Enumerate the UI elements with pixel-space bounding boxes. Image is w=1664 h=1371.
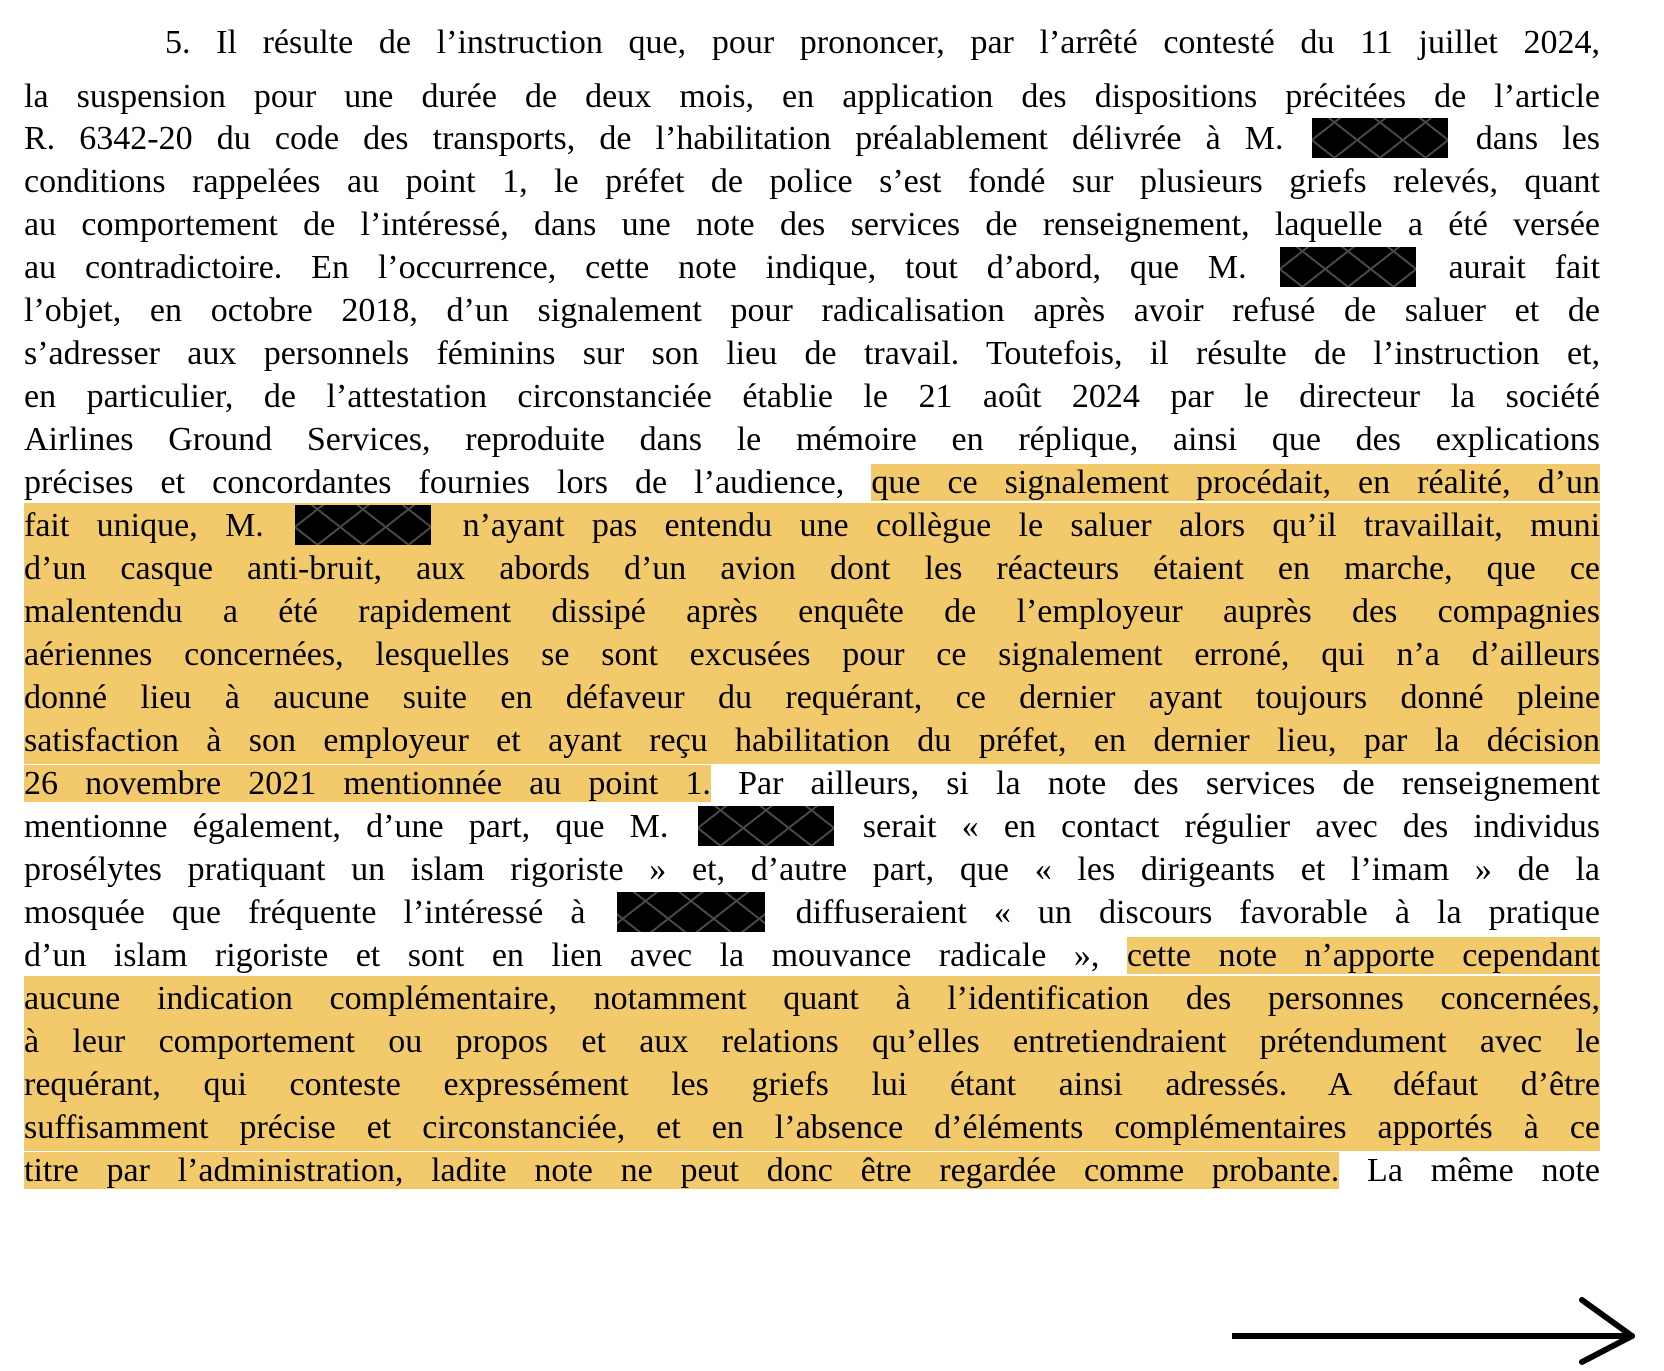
text-segment: d’un casque anti-bruit, aux abords d’un avion dont les réacteurs étaient en marche, que ce [24,550,1600,587]
text-segment: en particulier, de l’attestation circonstanciée établie le 21 août 2024 par le directeur la société [24,378,1600,415]
paragraph-line [165,20,1600,66]
text-segment: Airlines Ground Services, reproduite dans le mémoire en réplique, ainsi que des explications [24,421,1600,458]
paragraph-line [24,761,1600,807]
text-segment: diffuseraient « un discours favorable à la pratique [795,894,1601,931]
text-segment: Par ailleurs, si la note des services de renseignement [738,765,1601,802]
text-segment: serait « en contact régulier avec des individus [862,808,1601,845]
text-segment: conditions rappelées au point 1, le préfet de police s’est fondé sur plusieurs griefs relevés, quant [24,163,1600,200]
paragraph-line-highlighted [24,546,1600,592]
text-segment: d’un islam rigoriste et sont en lien avec la mouvance radicale », [24,937,1100,974]
paragraph-line [24,202,1600,248]
text-segment: précises et concordantes fournies lors de l’audience, [24,464,845,501]
text-segment: aucune indication complémentaire, notamment quant à l’identification des personnes concernées, [24,980,1600,1017]
paragraph-line-highlighted [24,632,1600,678]
redaction-box [1280,247,1416,287]
text-segment: satisfaction à son employeur et ayant reçu habilitation du préfet, en dernier lieu, par la décision [24,722,1600,759]
text-segment: à leur comportement ou propos et aux relations qu’elles entretiendraient prétendument avec le [24,1023,1600,1060]
text-segment: s’adresser aux personnels féminins sur son lieu de travail. Toutefois, il résulte de l’instruction et, [24,335,1600,372]
text-segment: R. 6342-20 du code des transports, de l’habilitation préalablement délivrée à M. [24,120,1284,157]
text-segment: l’objet, en octobre 2018, d’un signalement pour radicalisation après avoir refusé de saluer et de [24,292,1600,329]
highlighted-text: titre par l’administration, ladite note ne peut donc être regardée comme probante. [24,1152,1340,1189]
redaction-box [1312,118,1448,158]
paragraph-line [24,159,1600,205]
right-arrow-icon [1232,1296,1644,1366]
paragraph-line [24,331,1600,377]
text-segment: prosélytes pratiquant un islam rigoriste » et, d’autre part, que « les dirigeants et l’imam » de la [24,851,1600,888]
paragraph-line [24,288,1600,334]
paragraph-line-highlighted [24,1062,1600,1108]
paragraph-line [24,417,1600,463]
text-segment: mentionne également, d’une part, que M. [24,808,669,845]
paragraph-line [24,847,1600,893]
text-segment: donné lieu à aucune suite en défaveur du requérant, ce dernier ayant toujours donné pleine [24,679,1600,716]
paragraph-line [24,116,1600,162]
text-segment: la suspension pour une durée de deux mois, en application des dispositions précitées de l’article [24,78,1600,115]
highlighted-text: cette note n’apporte cependant [1126,937,1600,974]
paragraph-line-highlighted [24,1019,1600,1065]
paragraph-line [24,374,1600,420]
next-arrow[interactable] [1232,1296,1644,1366]
paragraph-line-highlighted [24,1105,1600,1151]
paragraph-line [24,933,1600,979]
highlighted-text: 26 novembre 2021 mentionnée au point 1. [24,765,711,802]
redaction-box [698,806,834,846]
highlighted-text: que ce signalement procédait, en réalité, d’un [871,464,1600,501]
redaction-box [295,505,431,545]
paragraph-line-highlighted [24,589,1600,635]
paragraph-line [24,804,1600,850]
text-segment: aériennes concernées, lesquelles se sont excusées pour ce signalement erroné, qui n’a d’ailleurs [24,636,1600,673]
text-segment: aurait fait [1448,249,1601,286]
paragraph-line [24,74,1600,120]
text-segment: mosquée que fréquente l’intéressé à [24,894,586,931]
paragraph-line [24,890,1600,936]
text-segment: dans les [1475,120,1601,157]
text-segment: 5. Il résulte de l’instruction que, pour prononcer, par l’arrêté contesté du 11 juillet 2024, [165,24,1600,61]
paragraph-line-highlighted [24,718,1600,764]
text-segment: au comportement de l’intéressé, dans une note des services de renseignement, laquelle a été versée [24,206,1600,243]
text-segment: au contradictoire. En l’occurrence, cette note indique, tout d’abord, que M. [24,249,1247,286]
paragraph-line [24,1148,1600,1194]
paragraph-line-highlighted [24,503,1600,549]
paragraph-line-highlighted [24,976,1600,1022]
paragraph-line [24,245,1600,291]
text-segment: n’ayant pas entendu une collègue le saluer alors qu’il travaillait, muni [462,507,1601,544]
text-segment: La même note [1367,1152,1601,1189]
paragraph-line-highlighted [24,675,1600,721]
text-segment: fait unique, M. [24,507,264,544]
paragraph-line [24,460,1600,506]
redaction-box [617,892,765,932]
text-segment: requérant, qui conteste expressément les griefs lui étant ainsi adressés. A défaut d’être [24,1066,1600,1103]
text-segment: malentendu a été rapidement dissipé après enquête de l’employeur auprès des compagnies [24,593,1600,630]
text-segment: suffisamment précise et circonstanciée, et en l’absence d’éléments complémentaires apportés à ce [24,1109,1600,1146]
